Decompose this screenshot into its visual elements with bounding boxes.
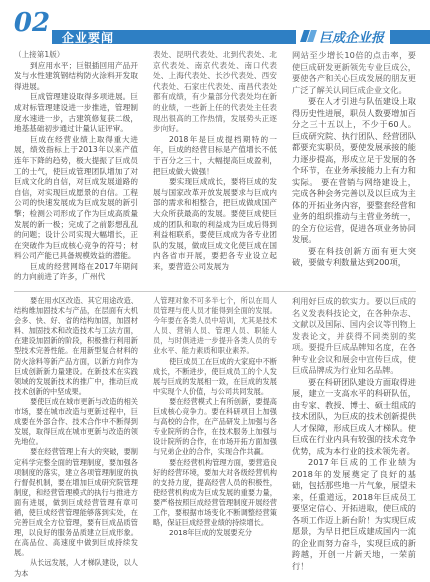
section-title: 企业要闻 (62, 30, 115, 45)
brand-name: 巨成企业报 (319, 30, 385, 46)
paragraph: 要使巨成在城市更新与改造的相关市场，要在城市改造与更新过程中，巨成要在外部合作、技术合作中不断得到发展，取得巨成在城市更新与改造的领先地位。 (14, 396, 138, 447)
paragraph: 要在人才引进与队伍建设上取得历史性进展，职员人数要增加百分之三十五以上，不少于60人。巨成研究院、执行团队、经营团队都要充实职员，要使发展承接的能力逐步提高，形成立足于发展的各个环节，在业务承接能力上有力和实际。 要在营销与网络建设上，完成各种会务完善以及以巨成为主体的开拓业务内容，要整套经营和业务的组织推动与主营业务统一，的全方位运营，促进各项业务协同发展。 (292, 96, 416, 244)
article-column-2 (153, 50, 277, 272)
section-tab (62, 29, 148, 45)
paragraph: 2018年是巨成提档期特的一年，巨成的经营目标是产值增长不低于百分之三十，大幅提高巨成盈利，把巨成做大做强！ (153, 134, 277, 176)
page-header (0, 0, 430, 46)
paragraph: 使巨成员工在巨成的大家庭中不断成长，不断进步，使巨成员工的个人发展与巨成的发展相一致，在巨成的发展中实现个人价值，与公司共同发展。 (153, 356, 277, 396)
article-column-3 (292, 50, 416, 269)
paragraph: 要实现巨成成长，要将巨成的发展与国家改革开放发展要求与巨成内部的需求和相整合，把巨成做成国产大众所获最高的发展。要使巨成使巨成的团队和取的利益成为巨成后得到利益相联系，要使巨成成为各专业团队的发展，做成巨成文化使巨成在国内各省市开展，要把各专业设立起来，要营造公司发展为 (153, 177, 277, 271)
paragraph: 要在科技创新方面有更大突破，要做专利数量达到200项， (292, 245, 416, 267)
paragraph: 表处、昆明代表处、北到代表处、北京代表处、南京代表处、南口代表处、上海代表处、长沙代表处、西安代表处、石家庄代表处、南昌代表处都有成绩，有少量部分代表处均在新的业绩，一些新上任的代表处主任表现出很高的工作热情，发展势头正逐步向好。 (153, 50, 277, 134)
article-column-5 (153, 296, 277, 538)
paragraph: 要在经营模式上有所创新，要提高巨成核心竞争力。要在科研项目上加强与高校的合作，在产品研发上加强与各专业院所的合作，在技术服务上加强与设计院所的合作，在市场开拓方面加强与兄弟企业的合作，实现合作共赢。 (153, 396, 277, 457)
paragraph: 要在经营机构管理方面，要营造良好的经营环境，要加大对各级经营机构的支持力度，提高经营人员的积极性，使经营机构成为巨成发展的重要力量，要严格按照巨成经营管理制度开展经营工作，要根据市场变化不断调整经营策略，保证巨成经营业绩的持续增长。 (153, 457, 277, 528)
paragraph: 网站至少增长10倍的点击率，要使巨成研发更新领先专业巨成公，要使各产和关心巨成发展的朋友更广泛了解关认同巨成企业文化。 (292, 50, 416, 95)
paragraph: 巨成管理建设取得多项进展。巨成对标管理建设进一步推进，管理制度水速进一步，古建筑修复获二级，地基基础初步通过计量认证评审。 (14, 92, 138, 134)
paragraph: 到应用水平；巨银插回用产品开发与水性建筑钢结构防火涂料开发取得进展。 (14, 60, 138, 91)
brand-mark-icon (302, 30, 316, 42)
paragraph: 利用好巨成的软实力。要以巨成的名义发表科技论文，在各种杂志、文献以及国际、国内会议等刊物上发表论文，并获得不同类别的奖项。要提升巨成品牌知名度，在各种专业会议和展会中宣传巨成，使巨成品牌成为行业知名品牌。 (292, 296, 416, 375)
paragraph: 巨成的经营网络在2017年期间的力向前进了许多，广州代 (14, 261, 138, 282)
article-column-4 (14, 296, 138, 579)
paragraph: 2018年巨成的发展要充分 (169, 528, 252, 538)
paragraph: 要在经营管理上有大的突破，要制定科学完整全面的管理制度，要加强各项制度的落实，建立各项管理制度的执行督促机制，要在增加巨成研究院管理制度，和经营管理模式的执行与推进方面有进展，做到巨成经营管理有章可循，使巨成经营管理能够落到实处，在完善巨成全方位管理，要有巨成品质管理，以良好的服务品质建立巨成形象。在高品位、高速度中做到巨成持续发展。 (14, 447, 138, 558)
paragraph: 人管理对象不可多半七个，所以在局人员管理与使人员才能得到全面的发展。今年要在各类人员中培训，尤其是技术人员、营销人员、管理人员、职能人员，与时俱进进一步提升各类人员的专业水平、能力素质和职业素养。 (153, 296, 277, 356)
page-number-text: 02 (13, 8, 51, 38)
paragraph: （上接第1版） (14, 50, 65, 59)
article-column-6 (292, 296, 416, 572)
article-column-1 (14, 50, 138, 283)
paragraph: 巨成在经营业绩上取得重大进展，绩效指标上于2013年以来产值连年下降的趋势，极大提振了巨成员工的士气，使巨成管理团队增加了对巨成文化的自信，对巨成发展道路的自信，对实现巨成愿景的自信。工程公司的快速发展成为巨成发展的新引擎；检测公司形成了作为巨成高质量发展的新一极；完成了之前影想乱乱的问题；设计公司实现大幅增长，正在突破作为巨成核心竞争的符号；材料公司产能已具备规模效益的潜能。 (14, 134, 138, 261)
paragraph: 从长远发展，人才梯队建设，以人为本 (14, 558, 138, 578)
paragraph: 要在用水区改造、其它用途改造、结构维加固技术与产品，在层面有大机会多、快、好、省的结构加固，加固材料、加固技术和改造技术与工法方面，在建设加固新的阶段，积极推行利用新型技术完善性能。在用新型复合材料的防火涂料等新产品方面，以新方向作为巨成创新新力量建设。在新技术在实践领域的发展新技术的推广中，推动巨成技术创新的中坚成果。 (14, 296, 138, 396)
paragraph: 要在科研团队建设方面取得进展，建立一支高水平的科研队伍，由专家、教授、博士、硕士组成的技术团队，为巨成的技术创新提供人才保障，形成巨成人才梯队。使巨成在行业内具有较强的技术竞争优势，成为本行业的技术领先者。 (292, 376, 416, 456)
paragraph: 2017年巨成的工作业绩为2018年的发展奠定了良好的基础，包括那些地一片气象，展望未来，任重道远，2018年巨成员工要坚定信心、开拓进取，使巨成的各项工作迈上新台阶！为实现巨成愿景，为早日把巨成建成国内一流的企业而努力奋斗，实现巨成的新跨越，开创一片新天地，一荣前行！ (292, 457, 416, 571)
brand-logo (296, 27, 390, 45)
section-divider (14, 291, 416, 292)
